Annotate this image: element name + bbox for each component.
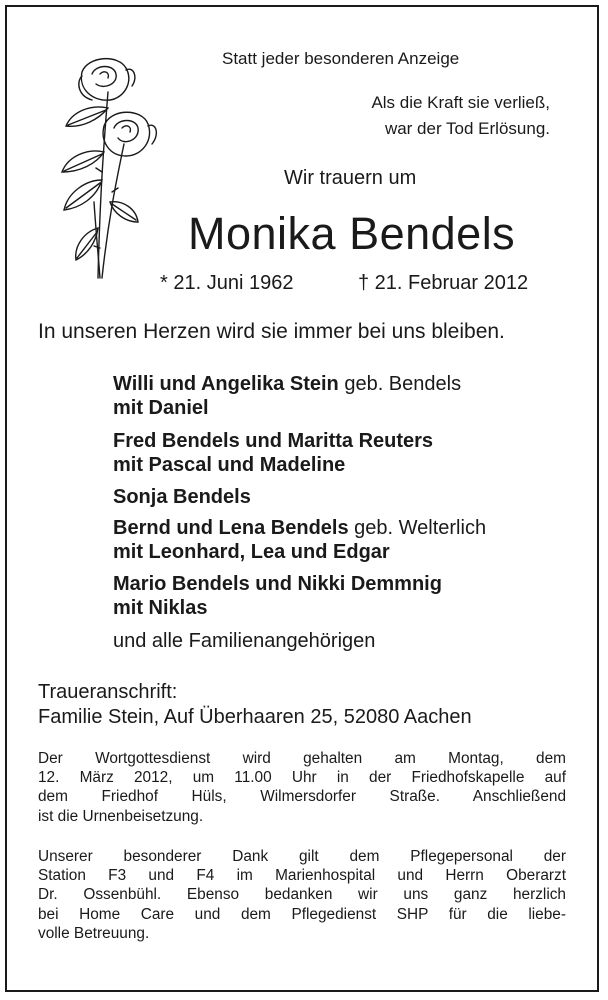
family-sub: mit Daniel <box>113 397 209 419</box>
thanks-line: bei Home Care und dem Pflegedienst SHP für die liebe- <box>38 905 566 923</box>
address-value: Familie Stein, Auf Überhaaren 25, 52080 Aachen <box>38 706 472 728</box>
family-suffix: geb. Welterlich <box>348 517 487 539</box>
family-name: Bernd und Lena Bendels <box>113 517 349 539</box>
family-sub: mit Leonhard, Lea und Edgar <box>113 541 390 563</box>
intro-line: Statt jeder besonderen Anzeige <box>222 49 460 68</box>
address-label: Traueranschrift: <box>38 681 178 703</box>
thanks-line: Station F3 und F4 im Marienhospital und Herrn Oberarzt <box>38 867 566 885</box>
family-name: Willi und Angelika Stein <box>113 373 339 395</box>
thanks-paragraph <box>38 847 566 943</box>
service-line: Der Wortgottesdienst wird gehalten am Montag, dem <box>38 750 566 767</box>
thanks-line: Unserer besonderer Dank gilt dem Pflegepersonal der <box>38 848 566 865</box>
quote-line-2: war der Tod Erlösung. <box>384 119 550 138</box>
family-entry-1 <box>113 372 461 420</box>
family-entry-4 <box>113 516 486 564</box>
rose-icon <box>38 52 162 280</box>
family-entry-5 <box>113 572 442 620</box>
service-paragraph <box>38 749 566 826</box>
mourning-line: Wir trauern um <box>284 167 417 189</box>
service-line: 12. März 2012, um 11.00 Uhr in der Friedhofskapelle auf <box>38 769 566 787</box>
service-line: dem Friedhof Hüls, Wilmersdorfer Straße. Anschließend <box>38 788 566 806</box>
family-sub: mit Niklas <box>113 597 208 619</box>
family-suffix: geb. Bendels <box>338 373 462 395</box>
birth-date: * 21. Juni 1962 <box>160 272 294 294</box>
family-entry-3 <box>113 485 251 509</box>
family-name: Sonja Bendels <box>113 486 251 508</box>
family-closing: und alle Familienangehörigen <box>113 630 376 652</box>
family-name: Mario Bendels und Nikki Demmnig <box>113 573 442 595</box>
family-sub: mit Pascal und Madeline <box>113 454 346 476</box>
thanks-line: Dr. Ossenbühl. Ebenso bedanken wir uns ganz herzlich <box>38 886 566 904</box>
family-entry-2 <box>113 429 433 477</box>
lead-sentence: In unseren Herzen wird sie immer bei uns bleiben. <box>38 320 505 343</box>
death-date: † 21. Februar 2012 <box>358 272 529 294</box>
service-line: ist die Urnenbeisetzung. <box>38 807 204 825</box>
thanks-line: volle Betreuung. <box>38 924 150 942</box>
family-name: Fred Bendels und Maritta Reuters <box>113 430 434 452</box>
deceased-name: Monika Bendels <box>188 208 516 259</box>
quote-line-1: Als die Kraft sie verließ, <box>371 93 550 112</box>
